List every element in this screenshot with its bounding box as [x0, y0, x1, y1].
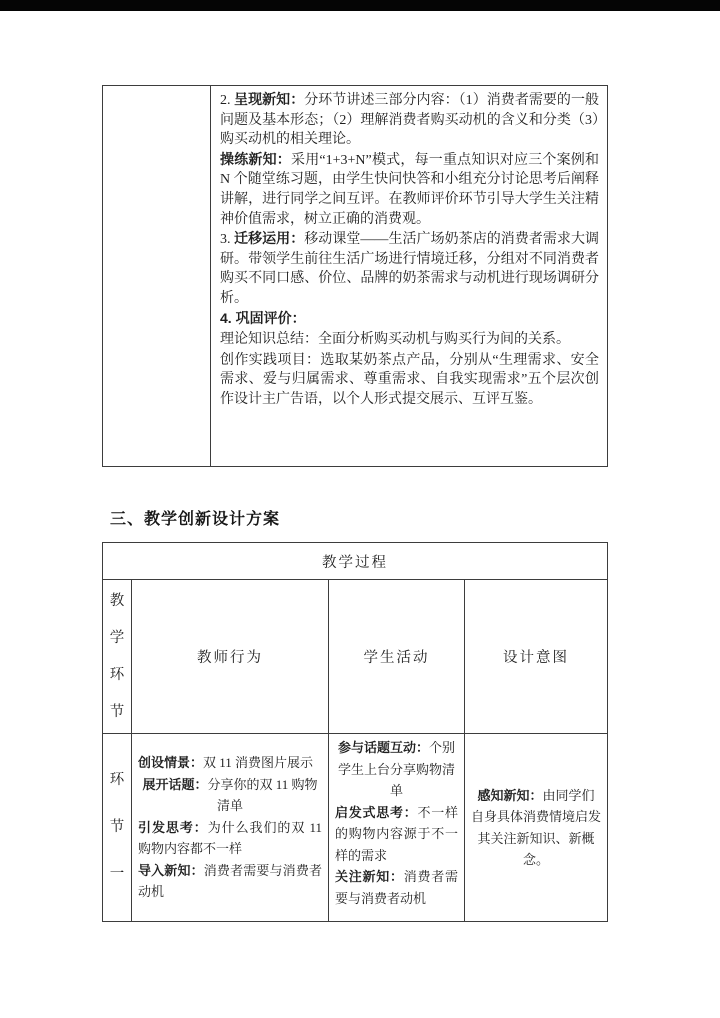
design-intent-cell	[464, 733, 607, 921]
paragraph-consolidate-evaluate: 4. 巩固评价：	[220, 309, 306, 326]
paragraph-present-new-knowledge: 2. 呈现新知：分环节讲述三部分内容：（1）消费者需要的一般问题及基本形态；（2）理解消费者购买动机的含义和分类（3）购买动机的相关理论。	[220, 91, 600, 148]
paragraph-transfer-application: 3. 迁移运用：移动课堂——生活广场奶茶店的消费者需求大调研。带领学生前往生活广场进行情境迁移，分组对不同消费者购买不同口感、价位、品牌的奶茶需求与动机进行现场调研分析。	[220, 230, 600, 306]
row-stage-label: 环节一	[109, 772, 125, 882]
teaching-steps-empty-cell	[103, 86, 211, 466]
student-paragraph: 关注新知：消费者需要与消费者动机	[335, 869, 458, 906]
page-top-scan-bar	[0, 0, 720, 11]
intent-paragraph: 感知新知：由同学们自身具体消费情境启发其关注新知识、新概念。	[471, 787, 602, 867]
teacher-paragraph: 引发思考：为什么我们的双 11 购物内容都不一样	[138, 819, 322, 857]
section-heading: 三、教学创新设计方案	[110, 511, 281, 528]
teaching-process-table	[102, 542, 608, 922]
header-stage-cell	[103, 579, 131, 733]
student-paragraph: 启发式思考：不一样的购物内容源于不一样的需求	[335, 804, 458, 863]
teaching-steps-content-cell	[211, 86, 607, 466]
teacher-paragraph: 导入新知：消费者需要与消费者动机	[138, 862, 322, 900]
header-stage-label: 教学环节	[109, 592, 125, 720]
header-intent-cell: 设计意图	[464, 579, 607, 733]
paragraph-practice-new-knowledge: 操练新知：采用“1+3+N”模式，每一重点知识对应三个案例和 N 个随堂练习题，由学生快问快答和小组充分讨论思考后阐释讲解，进行同学之间互评。在教师评价环节引导大学生关注精神价值需求，树立正确的消费观。	[220, 150, 599, 227]
student-paragraph: 参与话题互动：个别学生上台分享购物清单	[337, 740, 456, 798]
teacher-paragraph: 展开话题：分享你的双 11 购物清单	[142, 776, 318, 814]
teaching-steps-table	[102, 85, 608, 467]
header-teacher-cell: 教师行为	[131, 579, 328, 733]
student-activity-cell	[328, 733, 464, 921]
teacher-activity-cell	[131, 733, 328, 921]
teacher-paragraph: 创设情景：双 11 消费图片展示	[138, 755, 314, 771]
row-stage-cell	[103, 733, 131, 921]
header-student-cell: 学生活动	[328, 579, 464, 733]
paragraph-theory-summary: 理论知识总结：全面分析购买动机与购买行为间的关系。	[220, 332, 570, 348]
table-title-cell: 教学过程	[322, 554, 388, 571]
paragraph-creative-practice: 创作实践项目：选取某奶茶点产品，分别从“生理需求、安全需求、爱与归属需求、尊重需求、自我实现需求”五个层次创作设计主广告语，以个人形式提交展示、互评互鉴。	[220, 352, 599, 407]
